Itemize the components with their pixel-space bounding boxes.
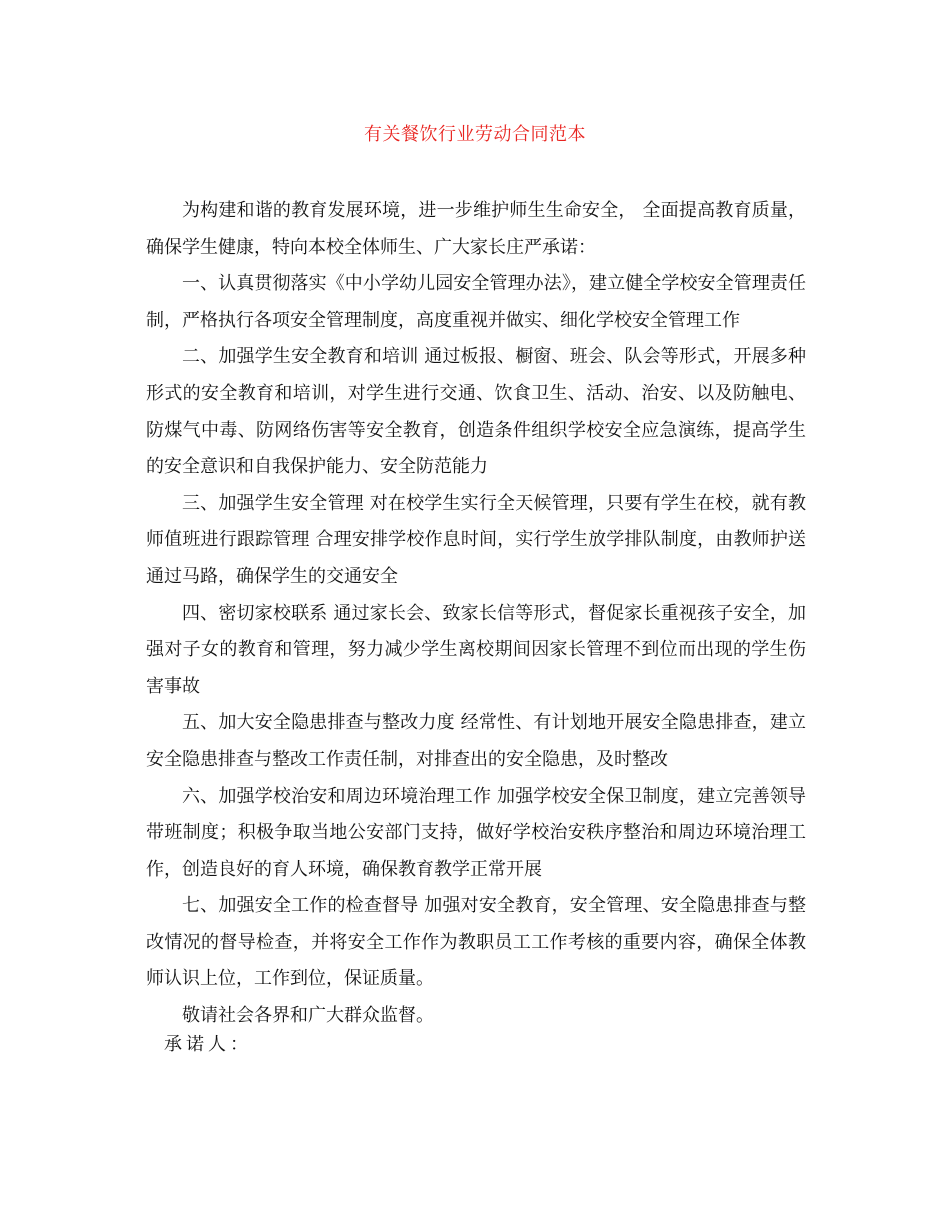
document-title: 有关餐饮行业劳动合同范本: [364, 124, 586, 145]
paragraph-closing: 敬请社会各界和广大群众监督。: [182, 1005, 434, 1027]
paragraph-item-6: 六、加强学校治安和周边环境治理工作 加强学校安全保卫制度，建立完善领导带班制度；积极争取当地公安部门支持，做好学校治安秩序整治和周边环境治理工作，创造良好的育人环境，确保教育教学正常开展: [146, 785, 806, 880]
paragraph-item-3: 三、加强学生安全管理 对在校学生实行全天候管理，只要有学生在校，就有教师值班进行跟踪管理 合理安排学校作息时间，实行学生放学排队制度，由教师护送通过马路，确保学生的交通安全: [146, 492, 806, 587]
document-body: [146, 193, 806, 1035]
paragraph-item-2: 二、加强学生安全教育和培训 通过板报、橱窗、班会、队会等形式，开展多种形式的安全教育和培训，对学生进行交通、饮食卫生、活动、治安、以及防触电、防煤气中毒、防网络伤害等安全教育，创造条件组织学校安全应急演练，提高学生的安全意识和自我保护能力、安全防范能力: [146, 346, 806, 478]
signature-label: 承诺人：: [164, 1034, 252, 1055]
paragraph-item-4: 四、密切家校联系 通过家长会、致家长信等形式，督促家长重视孩子安全，加强对子女的教育和管理，努力减少学生离校期间因家长管理不到位而出现的学生伤害事故: [146, 602, 806, 697]
paragraph-item-7: 七、加强安全工作的检查督导 加强对安全教育，安全管理、安全隐患排查与整改情况的督导检查，并将安全工作作为教职员工工作考核的重要内容，确保全体教师认识上位，工作到位，保证质量。: [146, 895, 806, 990]
paragraph-item-1: 一、认真贯彻落实《中小学幼儿园安全管理办法》，建立健全学校安全管理责任制，严格执行各项安全管理制度，高度重视并做实、细化学校安全管理工作: [146, 273, 806, 331]
paragraph-intro: 为构建和谐的教育发展环境，进一步维护师生生命安全， 全面提高教育质量，确保学生健康，特向本校全体师生、广大家长庄严承诺：: [146, 200, 806, 258]
paragraph-item-5: 五、加大安全隐患排查与整改力度 经常性、有计划地开展安全隐患排查，建立安全隐患排查与整改工作责任制，对排查出的安全隐患，及时整改: [146, 712, 806, 770]
